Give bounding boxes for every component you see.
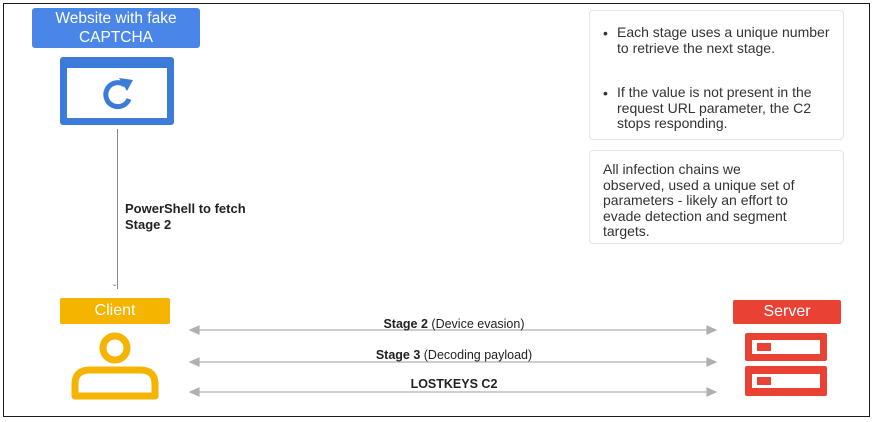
info-box-stages (589, 10, 844, 140)
connection-stage-desc: (Device evasion) (427, 317, 525, 331)
refresh-browser-icon (60, 57, 174, 125)
powershell-connector-line (117, 129, 118, 289)
client-label (60, 298, 170, 324)
connection-stage-name: Stage 2 (383, 317, 428, 331)
website-label-text: Website with fake CAPTCHA (55, 10, 177, 46)
connection-stage-desc: (Decoding payload) (420, 348, 533, 362)
connection-label-stage3 (195, 348, 713, 362)
connection-label-stage2 (195, 317, 713, 331)
server-label-text: Server (763, 303, 811, 320)
browser-window (67, 68, 167, 118)
refresh-icon (67, 68, 167, 118)
bullet-marker: • (603, 85, 608, 101)
server-label (733, 300, 841, 324)
info-bullet-2: If the value is not present in the request URL parameter, the C2 stops responding. (617, 84, 812, 131)
website-label (32, 8, 200, 48)
connector-arrowhead-icon: ˇ (113, 284, 117, 295)
bullet-marker: • (603, 25, 608, 41)
info-paragraph: All infection chains we observed, used a unique set of parameters - likely an effort to evade detection and segment targets. (603, 161, 795, 239)
connection-stage-name: LOSTKEYS C2 (410, 377, 498, 391)
client-label-text: Client (94, 302, 136, 319)
connection-stage-name: Stage 3 (375, 348, 421, 362)
info-bullet-1: Each stage uses a unique number to retrieve the next stage. (617, 24, 830, 56)
connection-label-c2 (195, 377, 713, 391)
info-box-parameters (589, 150, 844, 244)
powershell-label: PowerShell to fetch Stage 2 (125, 201, 246, 232)
